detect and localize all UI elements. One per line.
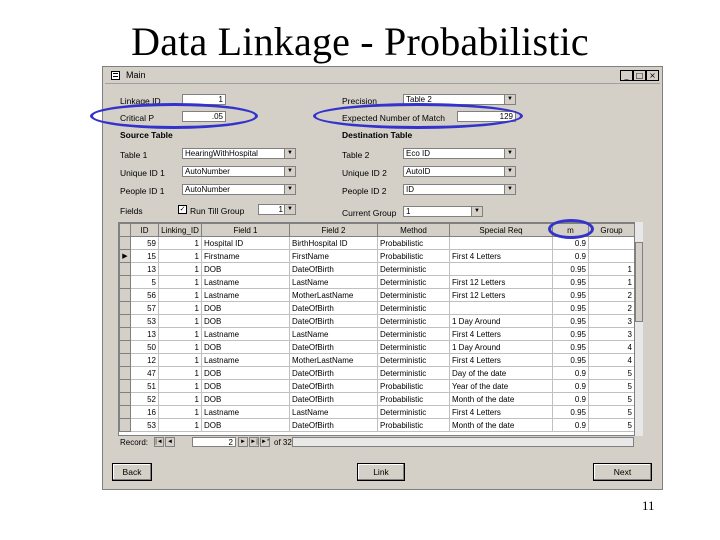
table-cell[interactable]	[589, 237, 635, 250]
chevron-down-icon[interactable]: ▼	[504, 185, 515, 194]
table-cell[interactable]: 0.95	[553, 263, 589, 276]
table1-select[interactable]	[182, 148, 296, 159]
table-cell[interactable]: 0.95	[553, 354, 589, 367]
table-cell[interactable]: DOB	[202, 367, 290, 380]
row-selector[interactable]	[120, 406, 131, 419]
horizontal-scrollbar[interactable]	[292, 437, 634, 447]
table-cell[interactable]: 50	[131, 341, 159, 354]
new-record-button[interactable]: ►*	[261, 439, 270, 445]
table-row[interactable]	[120, 354, 635, 367]
table-cell[interactable]: Lastname	[202, 289, 290, 302]
table-cell[interactable]: LastName	[290, 276, 378, 289]
table-cell[interactable]: 13	[131, 328, 159, 341]
table-cell[interactable]: DateOfBirth	[290, 315, 378, 328]
unique-id1-label: Unique ID 1	[120, 168, 165, 178]
table-cell[interactable]: 1	[159, 263, 202, 276]
table-cell[interactable]: Hospital ID	[202, 237, 290, 250]
record-number-field[interactable]: 2	[192, 437, 236, 447]
table-cell[interactable]: Deterministic	[378, 367, 450, 380]
table-cell[interactable]: DOB	[202, 263, 290, 276]
table-cell[interactable]: DateOfBirth	[290, 341, 378, 354]
table-cell[interactable]: DateOfBirth	[290, 419, 378, 432]
column-header[interactable]: Group	[589, 224, 635, 237]
table-cell[interactable]: Lastname	[202, 354, 290, 367]
column-header[interactable]: Linking_ID	[159, 224, 202, 237]
table-cell[interactable]: DateOfBirth	[290, 302, 378, 315]
table-cell[interactable]: 2	[589, 302, 635, 315]
table-cell[interactable]	[450, 237, 553, 250]
table-cell[interactable]: First 4 Letters	[450, 354, 553, 367]
current-group-select[interactable]	[403, 206, 483, 217]
window-title: Main	[126, 70, 146, 80]
table1-value: HearingWithHospital	[185, 149, 258, 158]
minimize-button[interactable]: _	[620, 70, 633, 81]
unique-id2-value: AutoID	[406, 167, 431, 176]
table-cell[interactable]: 2	[589, 289, 635, 302]
table2-label: Table 2	[342, 150, 370, 160]
chevron-down-icon[interactable]: ▼	[284, 205, 295, 214]
table-cell[interactable]: DateOfBirth	[290, 393, 378, 406]
table-cell[interactable]: DOB	[202, 341, 290, 354]
expected-matches-field[interactable]: 129	[457, 111, 516, 122]
next-button[interactable]: Next	[593, 463, 652, 481]
table-cell[interactable]	[589, 250, 635, 263]
table-cell[interactable]: 4	[589, 354, 635, 367]
table-cell[interactable]: Deterministic	[378, 341, 450, 354]
table-cell[interactable]: Deterministic	[378, 315, 450, 328]
people-id2-select[interactable]	[403, 184, 516, 195]
unique-id1-select[interactable]	[182, 166, 296, 177]
links-table	[119, 223, 635, 432]
table-cell[interactable]: 1	[589, 263, 635, 276]
table-row[interactable]	[120, 406, 635, 419]
links-datasheet	[118, 222, 642, 436]
table-cell[interactable]: 0.95	[553, 406, 589, 419]
unique-id1-value: AutoNumber	[185, 167, 230, 176]
table-cell[interactable]: 51	[131, 380, 159, 393]
table-cell[interactable]: 0.95	[553, 302, 589, 315]
table-cell[interactable]: Deterministic	[378, 406, 450, 419]
table-cell[interactable]: 57	[131, 302, 159, 315]
table-cell[interactable]: First 4 Letters	[450, 406, 553, 419]
table-cell[interactable]: Deterministic	[378, 302, 450, 315]
table-cell[interactable]: LastName	[290, 406, 378, 419]
row-selector[interactable]	[120, 393, 131, 406]
table-cell[interactable]: 3	[589, 315, 635, 328]
table-cell[interactable]: Deterministic	[378, 276, 450, 289]
run-till-group-value: 1	[278, 205, 283, 214]
table-cell[interactable]: LastName	[290, 328, 378, 341]
table-cell[interactable]: 1	[159, 276, 202, 289]
current-group-label: Current Group	[342, 208, 397, 218]
table-cell[interactable]: BirthHospital ID	[290, 237, 378, 250]
table-row[interactable]	[120, 276, 635, 289]
table-cell[interactable]: Deterministic	[378, 263, 450, 276]
table-cell[interactable]: FirstName	[290, 250, 378, 263]
table-cell[interactable]: Deterministic	[378, 328, 450, 341]
table-cell[interactable]: 0.9	[553, 393, 589, 406]
people-id2-value: ID	[406, 185, 414, 194]
chevron-down-icon[interactable]: ▼	[504, 167, 515, 176]
linkage-id-field[interactable]: 1	[182, 94, 226, 105]
table-cell[interactable]: 0.9	[553, 367, 589, 380]
table-cell[interactable]: 0.9	[553, 250, 589, 263]
precision-value: Table 2	[406, 95, 432, 104]
close-button[interactable]: ×	[646, 70, 659, 81]
table-cell[interactable]: Firstname	[202, 250, 290, 263]
table-cell[interactable]: 12	[131, 354, 159, 367]
table-cell[interactable]: DateOfBirth	[290, 367, 378, 380]
table-cell[interactable]: DOB	[202, 302, 290, 315]
chevron-down-icon[interactable]: ▼	[284, 167, 295, 176]
table-cell[interactable]: 5	[589, 380, 635, 393]
table-cell[interactable]: DateOfBirth	[290, 380, 378, 393]
column-header[interactable]: ID	[131, 224, 159, 237]
column-header[interactable]: Method	[378, 224, 450, 237]
slide-title: Data Linkage - Probabilistic	[131, 19, 589, 64]
table-cell[interactable]: Probabilistic	[378, 419, 450, 432]
run-till-group-field[interactable]	[258, 204, 296, 215]
row-selector[interactable]	[120, 354, 131, 367]
previous-record-button[interactable]: ◄	[165, 437, 175, 447]
table-cell[interactable]	[450, 263, 553, 276]
column-header[interactable]: m	[553, 224, 589, 237]
table-cell[interactable]: 1	[159, 380, 202, 393]
table-row[interactable]	[120, 380, 635, 393]
people-id1-label: People ID 1	[120, 186, 165, 196]
table-cell[interactable]: 0.95	[553, 276, 589, 289]
table-cell[interactable]: 1	[159, 367, 202, 380]
row-selector[interactable]	[120, 341, 131, 354]
row-selector[interactable]	[120, 302, 131, 315]
table-cell[interactable]: 1 Day Around	[450, 315, 553, 328]
table-row[interactable]	[120, 393, 635, 406]
row-selector-header	[120, 224, 131, 237]
table-cell[interactable]: Year of the date	[450, 380, 553, 393]
table-row[interactable]	[120, 341, 635, 354]
expected-matches-label: Expected Number of Match	[342, 113, 445, 123]
table-cell[interactable]: 1	[159, 419, 202, 432]
table-cell[interactable]: 0.95	[553, 289, 589, 302]
table-cell[interactable]: Deterministic	[378, 354, 450, 367]
table-cell[interactable]: 4	[589, 341, 635, 354]
table-row[interactable]	[120, 367, 635, 380]
highlight-ellipse-expected-matches	[313, 103, 523, 129]
table2-select[interactable]	[403, 148, 516, 159]
unique-id2-select[interactable]	[403, 166, 516, 177]
form-icon	[111, 71, 120, 80]
scroll-thumb[interactable]	[635, 242, 643, 322]
vertical-scrollbar[interactable]	[634, 222, 643, 436]
table-cell[interactable]: MotherLastName	[290, 289, 378, 302]
last-record-button[interactable]: ►|	[250, 439, 258, 445]
run-till-group-label: Run Till Group	[190, 206, 245, 216]
table-row[interactable]	[120, 237, 635, 250]
table-cell[interactable]: Lastname	[202, 276, 290, 289]
table-cell[interactable]: 52	[131, 393, 159, 406]
row-selector[interactable]	[120, 367, 131, 380]
people-id1-select[interactable]	[182, 184, 296, 195]
table-cell[interactable]: 1 Day Around	[450, 341, 553, 354]
table-cell[interactable]: 5	[589, 419, 635, 432]
row-selector[interactable]	[120, 276, 131, 289]
table-cell[interactable]: DOB	[202, 419, 290, 432]
table-cell[interactable]: 1	[159, 328, 202, 341]
fields-label: Fields	[120, 206, 143, 216]
chevron-down-icon[interactable]: ▼	[284, 149, 295, 158]
record-label: Record:	[120, 438, 149, 447]
window-titlebar	[105, 69, 660, 84]
people-id2-label: People ID 2	[342, 186, 387, 196]
table-cell[interactable]: 5	[589, 393, 635, 406]
next-record-button[interactable]: ►	[238, 437, 248, 447]
table-cell[interactable]: First 4 Letters	[450, 250, 553, 263]
row-selector[interactable]	[120, 419, 131, 432]
row-selector[interactable]	[120, 263, 131, 276]
unique-id2-label: Unique ID 2	[342, 168, 387, 178]
row-selector[interactable]	[120, 289, 131, 302]
chevron-down-icon[interactable]: ▼	[471, 207, 482, 216]
first-record-button[interactable]: |◄	[155, 439, 163, 445]
table-cell[interactable]: 13	[131, 263, 159, 276]
highlight-ellipse-critical-p	[90, 103, 258, 129]
table-cell[interactable]: First 12 Letters	[450, 276, 553, 289]
table-cell[interactable]: 47	[131, 367, 159, 380]
table-cell[interactable]: 0.9	[553, 237, 589, 250]
table-cell[interactable]: 53	[131, 315, 159, 328]
table-cell[interactable]: 1	[159, 406, 202, 419]
source-table-heading: Source Table	[120, 130, 173, 140]
chevron-down-icon[interactable]: ▼	[504, 95, 515, 104]
current-group-value: 1	[406, 207, 411, 216]
table-cell[interactable]: Probabilistic	[378, 237, 450, 250]
linkage-id-label: Linkage ID	[120, 96, 161, 106]
chevron-down-icon[interactable]: ▼	[284, 185, 295, 194]
table-cell[interactable]: DOB	[202, 393, 290, 406]
table-row[interactable]	[120, 419, 635, 432]
table-cell[interactable]: 0.9	[553, 380, 589, 393]
table-cell[interactable]: Probabilistic	[378, 380, 450, 393]
table-cell[interactable]: 0.95	[553, 341, 589, 354]
table-cell[interactable]: DateOfBirth	[290, 263, 378, 276]
table-cell[interactable]: MotherLastName	[290, 354, 378, 367]
table-cell[interactable]: 1	[159, 393, 202, 406]
back-button[interactable]: Back	[112, 463, 152, 481]
row-selector[interactable]	[120, 380, 131, 393]
table-cell[interactable]: 5	[589, 367, 635, 380]
table2-value: Eco ID	[406, 149, 431, 158]
table-row[interactable]	[120, 263, 635, 276]
table-row[interactable]	[120, 302, 635, 315]
table-cell[interactable]: 1	[159, 341, 202, 354]
table-cell[interactable]: Probabilistic	[378, 250, 450, 263]
table-cell[interactable]: 1	[159, 289, 202, 302]
table-cell[interactable]: 3	[589, 328, 635, 341]
table-cell[interactable]: DOB	[202, 315, 290, 328]
highlight-ellipse-m-column	[548, 219, 594, 239]
table-cell[interactable]: First 4 Letters	[450, 328, 553, 341]
table-cell[interactable]: Probabilistic	[378, 393, 450, 406]
table-cell[interactable]: 5	[131, 276, 159, 289]
column-header[interactable]: Field 2	[290, 224, 378, 237]
table-cell[interactable]: 1	[159, 315, 202, 328]
table-cell[interactable]: Day of the date	[450, 367, 553, 380]
table1-label: Table 1	[120, 150, 148, 160]
table-cell[interactable]: Lastname	[202, 328, 290, 341]
table-cell[interactable]: 53	[131, 419, 159, 432]
critical-p-field[interactable]: .05	[182, 111, 226, 122]
table-cell[interactable]: 1	[159, 354, 202, 367]
table-cell[interactable]: 15	[131, 250, 159, 263]
chevron-down-icon[interactable]: ▼	[504, 149, 515, 158]
table-cell[interactable]: First 12 Letters	[450, 289, 553, 302]
precision-label: Precision	[342, 96, 377, 106]
people-id1-value: AutoNumber	[185, 185, 230, 194]
table-cell[interactable]: 5	[589, 406, 635, 419]
run-till-group-checkbox[interactable]: ✓	[179, 206, 186, 213]
table-row[interactable]	[120, 328, 635, 341]
table-cell[interactable]	[450, 302, 553, 315]
row-selector[interactable]	[120, 237, 131, 250]
table-cell[interactable]: 16	[131, 406, 159, 419]
table-cell[interactable]: 56	[131, 289, 159, 302]
table-row[interactable]	[120, 315, 635, 328]
slide-number: 11	[642, 498, 655, 513]
column-header[interactable]: Field 1	[202, 224, 290, 237]
table-cell[interactable]: 0.9	[553, 419, 589, 432]
table-cell[interactable]: 59	[131, 237, 159, 250]
table-cell[interactable]: DOB	[202, 380, 290, 393]
critical-p-label: Critical P	[120, 113, 155, 123]
table-cell[interactable]: 1	[159, 250, 202, 263]
table-cell[interactable]: Month of the date	[450, 419, 553, 432]
table-cell[interactable]: 1	[159, 302, 202, 315]
row-selector[interactable]	[120, 315, 131, 328]
record-count: of 32	[274, 438, 292, 447]
table-cell[interactable]: 1	[589, 276, 635, 289]
link-button[interactable]: Link	[357, 463, 405, 481]
table-row[interactable]	[120, 289, 635, 302]
maximize-button[interactable]: □	[633, 70, 646, 81]
table-cell[interactable]: Deterministic	[378, 289, 450, 302]
table-cell[interactable]: 0.95	[553, 315, 589, 328]
column-header[interactable]: Special Req	[450, 224, 553, 237]
current-row-pointer-icon[interactable]: ▶	[120, 250, 131, 263]
table-cell[interactable]: 0.95	[553, 328, 589, 341]
destination-table-heading: Destination Table	[342, 130, 413, 140]
row-selector[interactable]	[120, 328, 131, 341]
table-cell[interactable]: Month of the date	[450, 393, 553, 406]
table-cell[interactable]: 1	[159, 237, 202, 250]
table-cell[interactable]: Lastname	[202, 406, 290, 419]
table-row[interactable]	[120, 250, 635, 263]
